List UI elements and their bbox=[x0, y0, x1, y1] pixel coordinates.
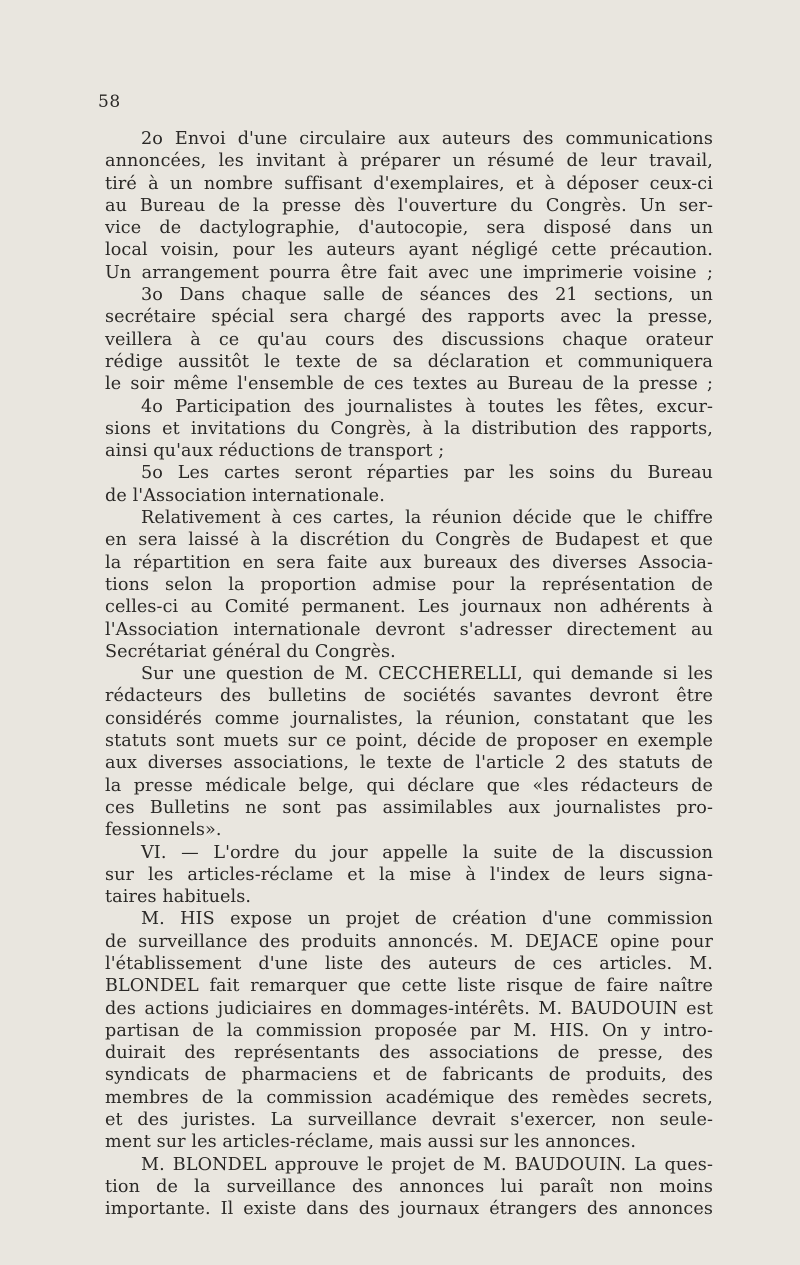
text-line: VI. — L'ordre du jour appelle la suite de la discussion bbox=[141, 842, 713, 863]
text-line: ainsi qu'aux réductions de transport ; bbox=[105, 441, 445, 462]
text-line: ment sur les articles-réclame, mais aussi sur les annonces. bbox=[105, 1132, 637, 1153]
text-line: local voisin, pour les auteurs ayant négligé cette précaution. bbox=[105, 240, 713, 261]
text-line: statuts sont muets sur ce point, décide de proposer en exemple bbox=[105, 731, 713, 752]
text-line: annoncées, les invitant à préparer un résumé de leur travail, bbox=[105, 151, 713, 172]
text-line: membres de la commission académique des remèdes secrets, bbox=[105, 1087, 713, 1108]
text-line: au Bureau de la presse dès l'ouverture du Congrès. Un ser- bbox=[105, 195, 713, 216]
text-line: BLONDEL fait remarquer que cette liste risque de faire naître bbox=[105, 976, 713, 997]
text-line: Relativement à ces cartes, la réunion décide que le chiffre bbox=[141, 508, 713, 529]
text-line: tiré à un nombre suffisant d'exemplaires, et à déposer ceux-ci bbox=[105, 173, 713, 194]
text-line: partisan de la commission proposée par M. HIS. On y intro- bbox=[105, 1020, 713, 1041]
text-line: de surveillance des produits annoncés. M. DEJACE opine pour bbox=[105, 931, 713, 952]
text-line: l'établissement d'une liste des auteurs de ces articles. M. bbox=[105, 953, 713, 974]
text-line: la presse médicale belge, qui déclare que «les rédacteurs de bbox=[105, 775, 713, 796]
text-line: des actions judiciaires en dommages-intérêts. M. BAUDOUIN est bbox=[105, 998, 713, 1019]
text-line: la répartition en sera faite aux bureaux des diverses Associa- bbox=[105, 552, 713, 573]
text-line: l'Association internationale devront s'adresser directement au bbox=[105, 619, 713, 640]
text-line: M. HIS expose un projet de création d'une commission bbox=[141, 909, 713, 930]
text-line: celles-ci au Comité permanent. Les journaux non adhérents à bbox=[105, 597, 713, 618]
body-text bbox=[105, 128, 713, 1221]
text-line: de l'Association internationale. bbox=[105, 485, 385, 506]
text-line: veillera à ce qu'au cours des discussions chaque orateur bbox=[105, 329, 713, 350]
text-line: et des juristes. La surveillance devrait s'exercer, non seule- bbox=[105, 1110, 713, 1131]
text-line: importante. Il existe dans des journaux étrangers des annonces bbox=[105, 1199, 713, 1220]
text-line: 4o Participation des journalistes à toutes les fêtes, excur- bbox=[141, 396, 713, 417]
text-line: sions et invitations du Congrès, à la distribution des rapports, bbox=[105, 418, 713, 439]
text-line: rédacteurs des bulletins de sociétés savantes devront être bbox=[105, 686, 713, 707]
text-line: duirait des représentants des associations de presse, des bbox=[105, 1043, 713, 1064]
text-line: sur les articles-réclame et la mise à l'index de leurs signa- bbox=[105, 864, 713, 885]
page-number: 58 bbox=[98, 92, 121, 112]
text-line: Sur une question de M. CECCHERELLI, qui demande si les bbox=[141, 664, 713, 685]
text-line: rédige aussitôt le texte de sa déclaration et communiquera bbox=[105, 351, 713, 372]
text-line: le soir même l'ensemble de ces textes au Bureau de la presse ; bbox=[105, 374, 713, 395]
text-line: aux diverses associations, le texte de l'article 2 des statuts de bbox=[105, 753, 713, 774]
text-line: M. BLONDEL approuve le projet de M. BAUDOUIN. La ques- bbox=[141, 1154, 713, 1175]
text-line: Secrétariat général du Congrès. bbox=[105, 641, 396, 662]
text-line: syndicats de pharmaciens et de fabricants de produits, des bbox=[105, 1065, 713, 1086]
text-line: tions selon la proportion admise pour la représentation de bbox=[105, 574, 713, 595]
text-line: Un arrangement pourra être fait avec une imprimerie voisine ; bbox=[105, 262, 713, 283]
text-line: 2o Envoi d'une circulaire aux auteurs des communications bbox=[141, 129, 713, 149]
text-line: 3o Dans chaque salle de séances des 21 sections, un bbox=[141, 285, 713, 306]
text-line: considérés comme journalistes, la réunion, constatant que les bbox=[105, 708, 713, 729]
text-line: taires habituels. bbox=[105, 887, 252, 908]
text-line: tion de la surveillance des annonces lui paraît non moins bbox=[105, 1176, 713, 1197]
text-line: vice de dactylographie, d'autocopie, sera disposé dans un bbox=[105, 218, 713, 239]
text-line: en sera laissé à la discrétion du Congrès de Budapest et que bbox=[105, 530, 713, 551]
text-line: fessionnels». bbox=[105, 820, 222, 841]
text-line: 5o Les cartes seront réparties par les soins du Bureau bbox=[141, 463, 713, 484]
text-line: secrétaire spécial sera chargé des rapports avec la presse, bbox=[105, 307, 713, 328]
text-line: ces Bulletins ne sont pas assimilables aux journalistes pro- bbox=[105, 797, 713, 818]
